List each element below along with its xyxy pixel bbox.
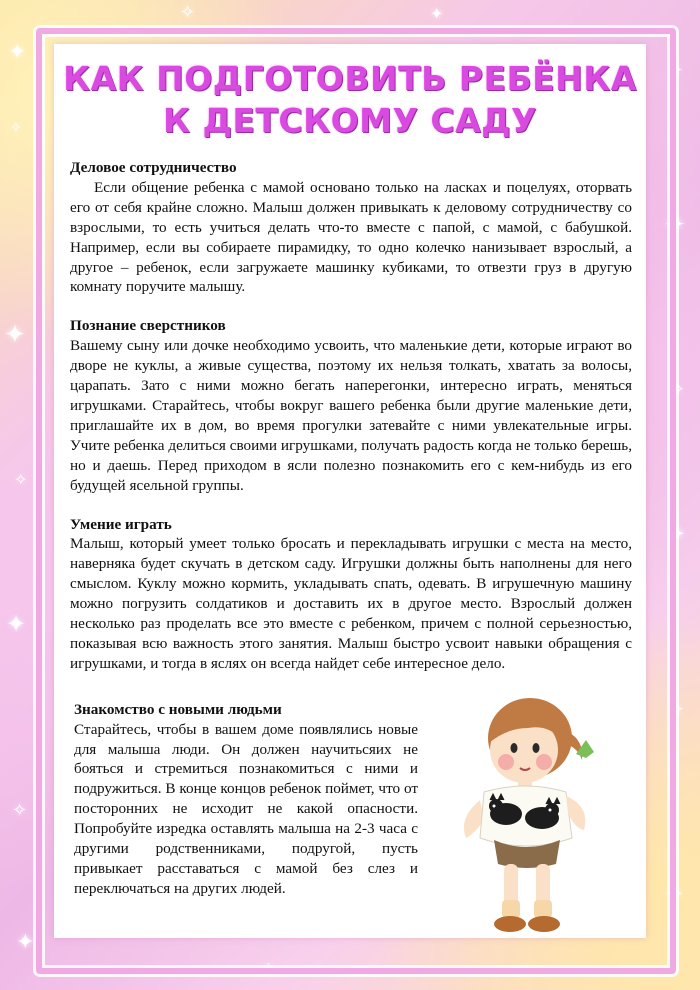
section-heading: Умение играть bbox=[70, 515, 172, 533]
sparkle-icon: ✦ bbox=[664, 210, 686, 240]
section-playing-skill bbox=[70, 515, 632, 674]
section-text: Если общение ребенка с мамой основано только на ласках и поцелуях, оторвать его от себя крайне сложно. Малыш должен привыкать к деловому сотрудничеству со взрослыми, то есть учиться делать что-то вместе с папой, с мамой, с бабушкой. Например, если вы собираете пирамидку, то одно колечко нанизывает взрослый, а другое – ребенок, если загружаете машинку кубиками, то отвезти груз в другую комнату поручите малышу. bbox=[70, 178, 632, 296]
sparkle-icon: ✦ bbox=[16, 930, 35, 955]
sparkle-icon: ✦ bbox=[8, 40, 27, 65]
sparkle-icon: ✧ bbox=[14, 470, 28, 489]
section-heading: Познание сверстников bbox=[70, 317, 226, 335]
section-heading: Деловое сотрудничество bbox=[70, 159, 237, 176]
sparkle-icon: ✦ bbox=[430, 4, 444, 23]
section-text: Малыш, который умеет только бросать и перекладывать игрушки с места на место, наверняка будет скучать в детском саду. Игрушки должны быть наполнены для него смыслом. Куклу можно кормить, укладывать спать, одевать. В игрушечную машину можно погрузить солдатиков и доставить их в другое место. Взрослый должен несколько раз проделать все это вместе с ребенком, причем с полной серьезностью, показывая всю важность этого занятия. Малыш быстро усвоит навыки обращения с игрушками, и тогда в яслях он всегда найдет себе интересное дело. bbox=[70, 535, 632, 672]
page-title-line-2: К ДЕТСКОМУ САДУ bbox=[162, 101, 537, 140]
sparkle-icon: ✦ bbox=[666, 520, 687, 548]
section-text: Старайтесь, чтобы в вашем доме появлялись новые для малыша люди. Он должен научитьсяих не бояться и стремиться познакомиться с ними и подружиться. В конце концов ребенок поймет, что от посторонних не исходит не какой опасности. Попробуйте изредка оставлять малыша на 2-3 часа с другими родственниками, подругой, пусть привыкает расставаться с мамой без слез и переключаться на других людей. bbox=[74, 720, 418, 897]
sparkle-icon: ✧ bbox=[180, 2, 196, 23]
section-business-cooperation bbox=[70, 158, 632, 297]
sparkle-icon: ✧ bbox=[520, 962, 532, 978]
sparkle-icon: ✧ bbox=[668, 60, 684, 81]
page-title-line-1: КАК ПОДГОТОВИТЬ РЕБЁНКА bbox=[63, 59, 637, 98]
section-text: Вашему сыну или дочке необходимо усвоить, что маленькие дети, которые играют во дворе не куклы, а живые существа, поэтому их нельзя толкать, хватать за волосы, царапать. Зато с ними можно бегать наперегонки, интересно играть, меняться игрушками. Старайтесь, чтобы вокруг вашего ребенка были другие маленькие дети, приглашайте их в дом, во время прогулки затевайте с ними увлекательные игры. Учите ребенка делиться своими игрушками, получать радость когда не только берешь, но и даешь. Перед приходом в ясли полезно познакомить его с кем-нибудь из его будущей ясельной группы. bbox=[70, 337, 632, 494]
section-heading: Знакомство с новыми людьми bbox=[74, 700, 282, 718]
sparkle-icon: ✧ bbox=[12, 800, 28, 821]
sparkle-icon: ✧ bbox=[672, 380, 685, 398]
page-title bbox=[54, 58, 646, 142]
sparkle-icon: ✦ bbox=[260, 958, 277, 982]
section-knowing-peers bbox=[70, 316, 632, 495]
sparkle-icon: ✧ bbox=[670, 700, 685, 720]
sparkle-icon: ✧ bbox=[10, 120, 22, 136]
sparkle-icon: ✦ bbox=[4, 320, 26, 350]
sparkle-icon: ✦ bbox=[6, 610, 27, 638]
girl-with-kittens-illustration bbox=[444, 688, 614, 950]
section-new-people bbox=[74, 700, 418, 899]
sparkle-icon: ✦ bbox=[664, 880, 685, 908]
